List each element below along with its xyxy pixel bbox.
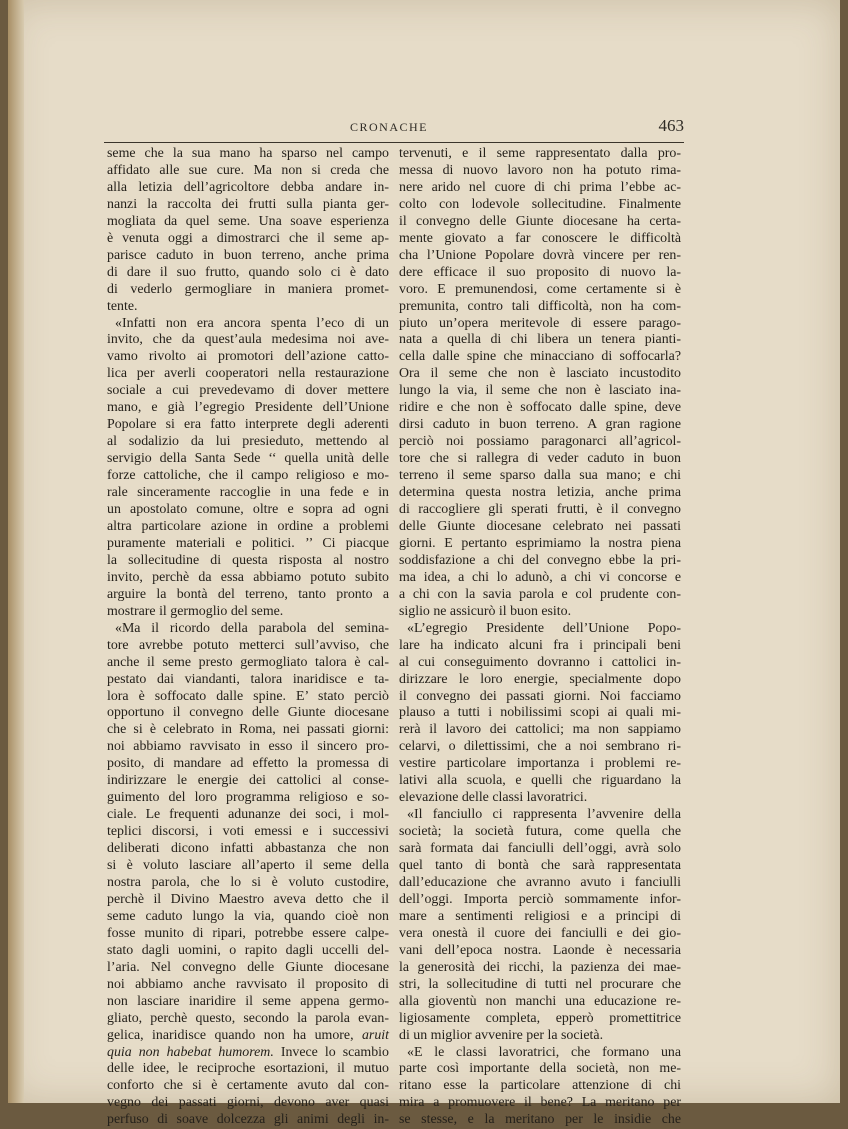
text-line: [107, 875, 389, 892]
text-run: elevazione delle classi lavoratrici.: [399, 790, 588, 806]
text-run: stri, la sollecitudine di tutti nel procurare che: [399, 976, 681, 992]
text-line: [107, 570, 389, 587]
text-line: [107, 163, 389, 180]
text-line: [107, 892, 389, 909]
text-line: [399, 519, 681, 536]
text-line: [399, 841, 681, 858]
text-run: «Infatti non era ancora spenta l’eco di un: [115, 315, 389, 331]
text-run: perfuso di soave dolcezza gli animi degli in-: [107, 1112, 389, 1128]
text-run: la sollecitudine di questa risposta al nostro: [107, 552, 389, 568]
text-run: vera onestà il cuore dei fanciulli e dei gio-: [399, 925, 681, 941]
running-head: CRONACHE: [350, 120, 429, 134]
text-run: a chi con la savia parola e col prudente con-: [399, 586, 681, 602]
text-run: di vederlo germogliare in maniera promet-: [107, 281, 389, 297]
text-line: [399, 231, 681, 248]
page-header: [104, 118, 684, 142]
text-line: [399, 282, 681, 299]
text-line: [399, 604, 681, 621]
text-run: Invece lo scambio: [273, 1044, 389, 1060]
text-run: tore che si rallegra di veder caduto in buon: [399, 451, 681, 467]
text-run: delle idee, le reciproche esortazioni, il mutuo: [107, 1061, 389, 1077]
text-line: [107, 536, 389, 553]
text-line: [399, 689, 681, 706]
text-line: [107, 943, 389, 960]
text-line: [399, 163, 681, 180]
text-line: [399, 1078, 681, 1095]
text-line: [399, 960, 681, 977]
text-line: [107, 909, 389, 926]
italic-text-run: quia non habebat humorem.: [107, 1044, 274, 1060]
text-run: Ora il seme che non è lasciato incustodito: [399, 366, 681, 382]
text-line: [399, 332, 681, 349]
text-run: ligiosamente completa, epperò promettitrice: [399, 1010, 681, 1026]
text-line: [107, 960, 389, 977]
text-line: [399, 994, 681, 1011]
text-run: altra particolare azione in ordine a problemi: [107, 518, 389, 534]
text-run: vani dell’epoca nostra. Laonde è necessaria: [399, 942, 681, 958]
text-run: ma idea, a chi lo adunò, a chi vi concorse e: [399, 569, 681, 585]
text-run: voro. E premunendosi, come certamente si è: [399, 281, 681, 297]
text-line: [399, 366, 681, 383]
text-run: dirizzare le loro energie, specialmente dopo: [399, 671, 681, 687]
text-line: [399, 1061, 681, 1078]
text-line: [107, 1028, 389, 1045]
text-run: siglio ne assicurò il buon esito.: [399, 603, 572, 619]
text-run: perchè il Divino Maestro aveva detto che il: [107, 891, 389, 907]
text-line: [399, 621, 681, 638]
text-run: al cui conseguimento dovranno i cattolici in-: [399, 654, 681, 670]
text-line: [107, 214, 389, 231]
text-line: [107, 638, 389, 655]
text-line: [399, 349, 681, 366]
text-run: «E le classi lavoratrici, che formano una: [407, 1044, 681, 1060]
text-run: premunita, contro tali difficoltà, non ha com-: [399, 298, 681, 314]
text-run: perciò noi possiamo paragonarci all’agricol-: [399, 434, 681, 450]
text-run: opportuno il convegno delle Giunte diocesane: [107, 705, 389, 721]
text-run: arguire la bontà del terreno, tanto pronto a: [107, 586, 389, 602]
text-run: dall’educazione che avranno avuto i fanciulli: [399, 874, 681, 890]
text-line: [399, 1045, 681, 1062]
text-line: [107, 705, 389, 722]
text-run: dirsi caduto in buon terreno. A gran ragione: [399, 417, 681, 433]
text-run: società; la società futura, come quella che: [399, 824, 681, 840]
text-line: [107, 739, 389, 756]
text-line: [107, 604, 389, 621]
text-run: giorni. E pertanto esprimiamo la nostra piena: [399, 535, 681, 551]
text-line: [399, 180, 681, 197]
text-run: lora è soffocato dalle spine. E’ stato perciò: [107, 688, 389, 704]
text-line: [399, 451, 681, 468]
text-run: vamo rivolto ai promotori dell’azione catto-: [107, 349, 389, 365]
text-run: determina questa nostra letizia, anche prima: [399, 485, 681, 501]
text-run: è venuta oggi a dimostrarci che il seme ap-: [107, 230, 389, 246]
text-line: [399, 265, 681, 282]
text-run: rale sinceramente raccoglie in una fede e in: [107, 485, 389, 501]
text-line: [399, 824, 681, 841]
text-run: lare ha indicato alcuni fra i principali beni: [399, 637, 681, 653]
text-line: [107, 451, 389, 468]
text-run: sarà formata dai fanciulli dell’oggi, avrà solo: [399, 841, 681, 857]
text-run: tervenuti, e il seme rappresentato dalla pro-: [399, 146, 681, 161]
text-run: sociale a cui prevedevamo di dover mettere: [107, 383, 389, 399]
text-line: [107, 468, 389, 485]
text-run: rerà il lavoro dei cattolici; ma non sappiamo: [399, 722, 681, 738]
text-run: colto con lodevole sollecitudine. Finalmente: [399, 196, 681, 212]
text-line: [399, 807, 681, 824]
text-run: seme caduto lungo la via, quando cioè non: [107, 908, 389, 924]
text-run: affidato alle sue cure. Ma non si creda che: [107, 162, 389, 178]
text-run: terreno il seme sparso dalla sua mano; e chi: [399, 468, 681, 484]
text-run: di dare il suo frutto, quando solo ci è dato: [107, 264, 389, 280]
text-run: al sodalizio da lui presieduto, mettendo al: [107, 434, 389, 450]
text-run: seme che la sua mano ha sparso nel campo: [107, 146, 389, 161]
text-run: parte così importante della società, non me-: [399, 1061, 681, 1077]
text-line: [107, 146, 389, 163]
text-line: [107, 434, 389, 451]
text-run: deliberati dicono infatti abbastanza che non: [107, 841, 389, 857]
text-line: [399, 943, 681, 960]
text-line: [107, 282, 389, 299]
text-run: se stesse, e la meritano per le insidie che: [399, 1112, 681, 1128]
text-line: [107, 1011, 389, 1028]
text-line: [107, 349, 389, 366]
text-run: di un miglior avvenire per la società.: [399, 1027, 604, 1043]
text-run: gelica, inaridisce quando non ha umore,: [107, 1027, 362, 1043]
text-line: [399, 1028, 681, 1045]
text-run: ciale. Le frequenti adunanze dei soci, i mol-: [107, 807, 389, 823]
text-line: [399, 705, 681, 722]
text-line: [399, 756, 681, 773]
text-run: forze cattoliche, che il campo religioso e mo-: [107, 468, 389, 484]
text-run: nere arido nel cuore di chi prima l’ebbe ac-: [399, 179, 681, 195]
text-line: [399, 502, 681, 519]
text-run: ritano esse la particolare attenzione di chi: [399, 1078, 681, 1094]
text-line: [107, 231, 389, 248]
text-run: Popolare si era fatto interprete degli aderenti: [107, 417, 389, 433]
text-line: [399, 214, 681, 231]
text-run: quel tanto di bontà che sarà rappresentata: [399, 858, 681, 874]
text-line: [107, 977, 389, 994]
text-line: [399, 858, 681, 875]
text-run: teplici discorsi, i voti emessi e i successivi: [107, 824, 389, 840]
text-run: un apostolato comune, oltre e sopra ad ogni: [107, 502, 389, 518]
text-run: vegno dei passati giorni, devono aver quasi: [107, 1095, 389, 1111]
text-line: [107, 926, 389, 943]
text-run: invito, che da quest’aula medesima noi ave-: [107, 332, 389, 348]
text-line: [399, 146, 681, 163]
text-run: alla gioventù non manchi una educazione re-: [399, 993, 681, 1009]
text-line: [107, 383, 389, 400]
text-run: vestire particolare importanza i problemi re-: [399, 756, 681, 772]
text-line: [107, 366, 389, 383]
text-run: piuto un’opera meritevole di essere parago-: [399, 315, 681, 331]
text-line: [399, 722, 681, 739]
text-run: indirizzare le energie dei cattolici al conse-: [107, 773, 389, 789]
text-run: cha l’Unione Popolare dovrà vincere per ren-: [399, 247, 681, 263]
header-rule: [104, 142, 684, 143]
text-line: [107, 756, 389, 773]
text-line: [399, 417, 681, 434]
text-run: celarvi, o dilettissimi, che a noi sembrano ri-: [399, 739, 681, 755]
text-run: stato dagli uomini, o rapito dagli uccelli del-: [107, 942, 389, 958]
text-run: noi abbiamo ravvisato in esso il sincero pro-: [107, 739, 389, 755]
text-run: tore avrebbe potuto metterci sull’avviso, che: [107, 637, 389, 653]
text-line: [107, 1045, 389, 1062]
text-line: [399, 197, 681, 214]
text-run: «Ma il ricordo della parabola del semina-: [115, 620, 389, 636]
text-line: [399, 553, 681, 570]
text-run: messa di nuovo lavoro non ha potuto rima-: [399, 162, 681, 178]
text-line: [107, 773, 389, 790]
text-line: [107, 519, 389, 536]
text-line: [399, 316, 681, 333]
text-line: [399, 655, 681, 672]
text-line: [107, 299, 389, 316]
text-line: [399, 587, 681, 604]
text-line: [107, 197, 389, 214]
text-line: [107, 672, 389, 689]
text-line: [399, 1011, 681, 1028]
page-gutter-edge: [8, 0, 24, 1103]
text-run: pestato dai viandanti, talora inaridisce e ta-: [107, 671, 389, 687]
text-run: mano, e già l’egregio Presidente dell’Unione: [107, 400, 389, 416]
text-line: [107, 790, 389, 807]
text-line: [399, 875, 681, 892]
text-line: [399, 773, 681, 790]
text-line: [399, 926, 681, 943]
text-line: [399, 400, 681, 417]
text-line: [399, 383, 681, 400]
text-line: [107, 502, 389, 519]
text-run: lica per averli cooperatori nella restaurazione: [107, 366, 389, 382]
text-run: dell’oggi. Importa perciò sommamente infor-: [399, 891, 681, 907]
text-line: [107, 621, 389, 638]
text-run: la generosità dei ricchi, la pazienza dei mae-: [399, 959, 681, 975]
text-line: [107, 417, 389, 434]
text-run: dere efficace il suo proposito di nuovo la-: [399, 264, 681, 280]
text-line: [107, 858, 389, 875]
text-line: [107, 553, 389, 570]
text-run: puramente materiali e politici. ’’ Ci piacque: [107, 535, 389, 551]
right-text-column: [399, 146, 681, 1129]
text-run: non lasciare inaridire il seme appena germo-: [107, 993, 389, 1009]
text-run: soddisfazione a chi del convegno ebbe la pri-: [399, 552, 681, 568]
text-run: nata a quella di chi libera un tenera pianti-: [399, 332, 681, 348]
text-line: [107, 1112, 389, 1129]
text-run: gliato, perchè questo, secondo la parola evan-: [107, 1010, 389, 1026]
text-run: parisce caduto in buon terreno, anche prima: [107, 247, 389, 263]
text-run: posito, di mandare ad effetto la promessa di: [107, 756, 389, 772]
text-line: [399, 468, 681, 485]
text-run: «Il fanciullo ci rappresenta l’avvenire della: [407, 807, 681, 823]
text-run: cella dalle spine che minacciano di soffocarla?: [399, 349, 681, 365]
page-number: 463: [658, 116, 684, 135]
text-line: [399, 909, 681, 926]
text-line: [399, 638, 681, 655]
text-run: guimento del loro programma religioso e so-: [107, 790, 389, 806]
text-line: [107, 248, 389, 265]
text-line: [107, 807, 389, 824]
text-line: [107, 1078, 389, 1095]
text-line: [399, 1112, 681, 1129]
text-line: [399, 248, 681, 265]
text-line: [107, 841, 389, 858]
text-line: [107, 689, 389, 706]
text-run: lungo la via, il seme che non è lasciato ina-: [399, 383, 681, 399]
text-run: di raccogliere gli sperati frutti, è il convegno: [399, 502, 681, 518]
text-line: [399, 434, 681, 451]
text-run: mente giovato a far conoscere le difficoltà: [399, 230, 681, 246]
text-line: [107, 265, 389, 282]
text-line: [107, 316, 389, 333]
text-run: noi abbiamo anche ravvisato il proposito di: [107, 976, 389, 992]
text-run: servigio della Santa Sede ‘‘ quella unità delle: [107, 451, 389, 467]
text-run: l’aria. Nel convegno delle Giunte diocesane: [107, 959, 389, 975]
text-line: [399, 672, 681, 689]
text-run: mogliata da quel seme. Una soave esperienza: [107, 213, 389, 229]
text-run: si è voluto lasciare all’aperto il seme della: [107, 858, 389, 874]
text-line: [107, 1061, 389, 1078]
text-run: mostrare il germoglio del seme.: [107, 603, 284, 619]
text-line: [107, 824, 389, 841]
italic-text-run: aruit: [361, 1027, 389, 1043]
text-run: anche il seme presto germogliato talora è cal-: [107, 654, 389, 670]
text-line: [107, 587, 389, 604]
text-run: lativi alla scuola, e quelli che riguardano la: [399, 773, 681, 789]
text-run: «L’egregio Presidente dell’Unione Popo-: [407, 620, 681, 636]
text-run: delle Giunte diocesane celebrato nei passati: [399, 518, 681, 534]
text-line: [399, 739, 681, 756]
text-line: [107, 400, 389, 417]
text-line: [399, 977, 681, 994]
text-line: [107, 994, 389, 1011]
text-run: nanzi la raccolta dei frutti sulla pianta ger-: [107, 196, 389, 212]
text-run: plauso a tutti i nobilissimi scopi ai quali mi-: [399, 705, 681, 721]
text-run: che si è celebrato in Roma, nei passati giorni:: [107, 722, 389, 738]
text-run: ridire e che non è soffocato dalle spine, deve: [399, 400, 681, 416]
text-run: alla letizia dell’agricoltore debba andare in-: [107, 179, 389, 195]
text-line: [107, 485, 389, 502]
text-line: [399, 299, 681, 316]
text-run: invito, perchè da essa abbiamo potuto subito: [107, 569, 389, 585]
text-line: [399, 1095, 681, 1112]
text-line: [107, 722, 389, 739]
left-text-column: [107, 146, 389, 1129]
text-run: tente.: [107, 298, 138, 314]
text-run: mare a sentimenti religiosi e a principi di: [399, 908, 681, 924]
text-line: [107, 655, 389, 672]
text-run: nostra parola, che lo si è voluto custodire,: [107, 874, 389, 890]
text-run: mira a promuovere il bene? La meritano per: [399, 1095, 681, 1111]
text-run: il convegno delle Giunte diocesane ha certa-: [399, 213, 681, 229]
text-line: [399, 536, 681, 553]
text-line: [399, 892, 681, 909]
text-line: [399, 790, 681, 807]
text-line: [399, 570, 681, 587]
text-line: [107, 180, 389, 197]
text-line: [107, 1095, 389, 1112]
text-run: fosse munito di ripari, potrebbe essere calpe-: [107, 925, 389, 941]
text-line: [399, 485, 681, 502]
text-line: [107, 332, 389, 349]
text-run: il convegno dei passati giorni. Noi facciamo: [399, 688, 681, 704]
text-run: conforto che si è certamente avuto dal con-: [107, 1078, 389, 1094]
